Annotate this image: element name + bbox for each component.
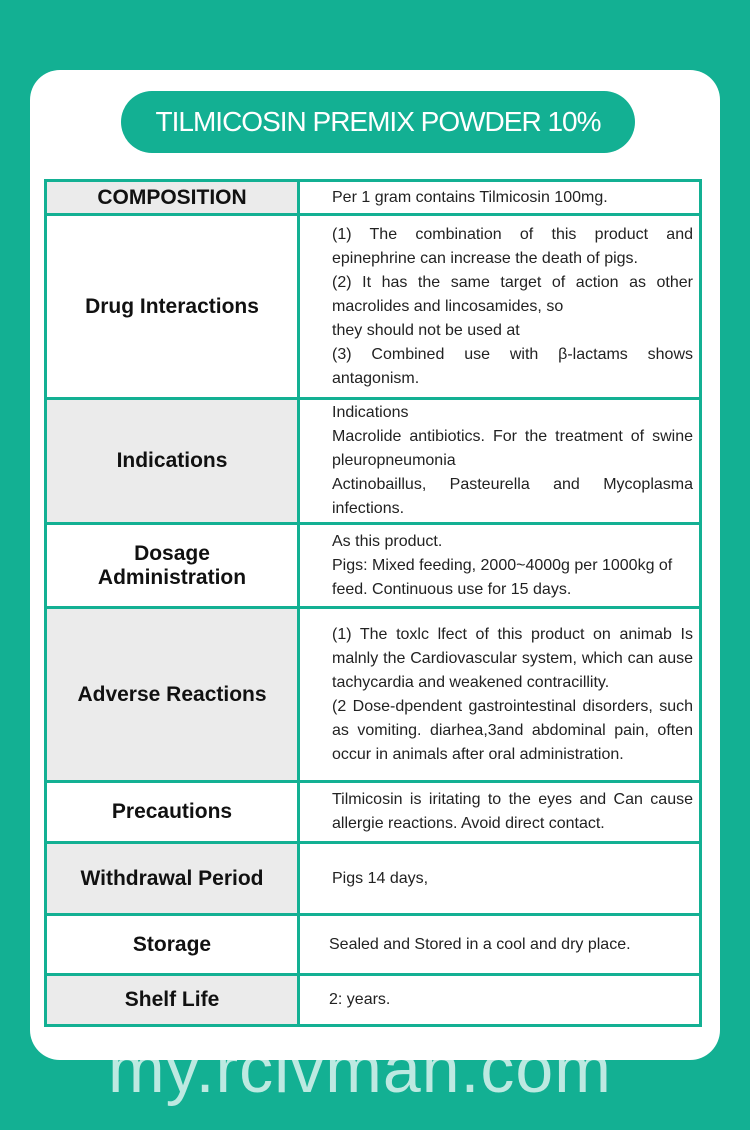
value-line: Pigs: Mixed feeding, 2000~4000g per 1000kg of feed. Continuous use for 15 days. [332, 556, 673, 598]
value-line: (3) Combined use with β-lactams shows antagonism. [332, 345, 693, 387]
table-row-shelf-life [46, 975, 701, 1026]
spec-table [44, 179, 702, 1027]
value-line: (1) The combination of this product and epinephrine can increase the death of pigs. [332, 225, 693, 267]
row-label: Shelf Life [46, 975, 299, 1026]
row-label: Indications [46, 399, 299, 524]
product-title: TILMICOSIN PREMIX POWDER 10% [121, 91, 635, 153]
row-label: Precautions [46, 782, 299, 843]
row-label: Drug Interactions [46, 215, 299, 399]
value-line: Macrolide antibiotics. For the treatment of swine pleuropneumonia [332, 428, 693, 469]
value-line: Indications [332, 404, 409, 421]
table-row-dosage [46, 524, 701, 608]
value-line: (1) The toxlc lfect of this product on animab Is malnly the Cardiovascular system, which can ause tachycardia and weakened contracillity. [332, 625, 693, 691]
row-value [299, 782, 701, 843]
value-line: As this product. [332, 532, 443, 550]
row-label [46, 524, 299, 608]
row-value [299, 915, 701, 975]
row-value [299, 843, 701, 915]
value-line: Sealed and Stored in a cool and dry place. [329, 935, 631, 953]
value-line: (2) It has the same target of action as other macrolides and lincosamides, so [332, 273, 693, 315]
row-label: Adverse Reactions [46, 608, 299, 782]
row-value [299, 524, 701, 608]
table-row-indications [46, 399, 701, 524]
label-line: Administration [97, 565, 247, 589]
table-row-storage [46, 915, 701, 975]
label-line: Dosage [134, 541, 210, 565]
value-line: Tilmicosin is iritating to the eyes and Can cause allergie reactions. Avoid direct contact. [332, 791, 693, 832]
table-row-withdrawal-period [46, 843, 701, 915]
table-row-adverse-reactions [46, 608, 701, 782]
table-row-composition [46, 181, 701, 215]
value-line: 2: years. [329, 991, 391, 1008]
row-label: Withdrawal Period [46, 843, 299, 915]
row-value [299, 975, 701, 1026]
row-value [299, 608, 701, 782]
table-row-drug-interactions [46, 215, 701, 399]
row-label: Storage [46, 915, 299, 975]
value-line: (2 Dose-dpendent gastrointestinal disorders, such as vomiting. diarhea,3and abdominal pain, often occur in animals after oral administration. [332, 697, 693, 763]
value-line: they should not be used at [332, 321, 520, 339]
row-value [299, 215, 701, 399]
row-label: COMPOSITION [46, 181, 299, 215]
row-value [299, 399, 701, 524]
row-value [299, 181, 701, 215]
value-line: Per 1 gram contains Tilmicosin 100mg. [332, 188, 608, 206]
value-line: Actinobaillus, Pasteurella and Mycoplasma infections. [332, 476, 693, 517]
value-line: Pigs 14 days, [332, 869, 429, 887]
table-row-precautions [46, 782, 701, 843]
watermark: my.rclvman.com [108, 1031, 612, 1107]
